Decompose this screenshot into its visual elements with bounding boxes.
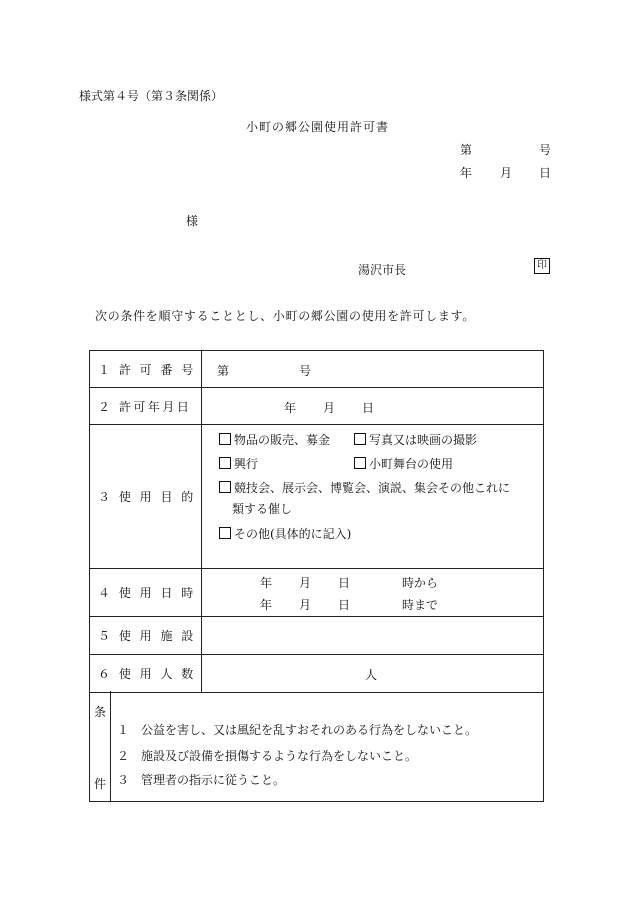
- value-cell: [202, 425, 544, 569]
- value-cell: [202, 351, 544, 388]
- addressee-suffix: 様: [186, 214, 199, 228]
- conditions-body: [111, 691, 544, 801]
- from-day: 日: [338, 576, 351, 590]
- condition-item: ２ 施設及び設備を損傷するような行為をしないこと。: [117, 749, 418, 763]
- conditions-table: [89, 691, 544, 802]
- purpose-option-continuation: 類する催し: [232, 502, 293, 516]
- permit-table: [89, 350, 544, 693]
- purpose-option: 物品の販売、募金: [219, 431, 330, 448]
- label-cell: [90, 655, 202, 693]
- row-facility: [90, 617, 544, 655]
- checkbox[interactable]: [219, 481, 231, 493]
- value-cell: [202, 388, 544, 425]
- row-conditions: [90, 691, 544, 801]
- purpose-option: 興行: [219, 455, 258, 472]
- issuer-name: 湯沢市長: [358, 263, 407, 277]
- row-permit-date: [90, 388, 544, 425]
- row-label: ５ 使 用 施 設: [98, 629, 196, 643]
- label-cell: [90, 388, 202, 425]
- conditions-header: [90, 691, 111, 801]
- purpose-option: 小町舞台の使用: [354, 455, 453, 472]
- checkbox[interactable]: [219, 457, 231, 469]
- row-label: ３ 使 用 目 的: [98, 490, 196, 504]
- number-suffix: 号: [539, 143, 552, 157]
- label-cell: [90, 617, 202, 655]
- issue-date-day: 日: [539, 166, 552, 180]
- to-time: 時まで: [402, 598, 439, 612]
- purpose-option: 競技会、展示会、博覧会、演説、集会その他これに: [219, 479, 510, 496]
- issue-date-month: 月: [500, 166, 513, 180]
- to-day: 日: [338, 598, 351, 612]
- condition-item: １ 公益を害し、又は風紀を乱すおそれのある行為をしないこと。: [117, 723, 478, 737]
- conditions-head-top: 条: [94, 705, 107, 719]
- purpose-option: 写真又は映画の撮影: [354, 431, 477, 448]
- permit-day: 日: [362, 401, 375, 415]
- row-label: ４ 使 用 日 時: [98, 586, 196, 600]
- value-cell: [202, 655, 544, 693]
- permit-month: 月: [323, 401, 336, 415]
- seal-mark: 印: [534, 258, 550, 274]
- to-month: 月: [299, 598, 312, 612]
- from-month: 月: [299, 576, 312, 590]
- conditions-head-bottom: 件: [94, 777, 107, 791]
- row-label: ６ 使 用 人 数: [98, 667, 196, 681]
- form-number: 様式第４号（第３条関係）: [79, 89, 224, 103]
- label-cell: [90, 425, 202, 569]
- issue-date-year: 年: [460, 166, 473, 180]
- document-title: 小町の郷公園使用許可書: [246, 120, 390, 134]
- checkbox[interactable]: [354, 433, 366, 445]
- from-time: 時から: [402, 576, 439, 590]
- value-cell: [202, 569, 544, 617]
- checkbox[interactable]: [219, 527, 231, 539]
- checkbox[interactable]: [219, 433, 231, 445]
- permit-number-prefix: 第: [217, 364, 230, 378]
- permit-year: 年: [284, 401, 297, 415]
- people-unit: 人: [365, 668, 378, 682]
- row-usage-time: [90, 569, 544, 617]
- label-cell: [90, 351, 202, 388]
- to-year: 年: [260, 598, 273, 612]
- number-prefix: 第: [460, 143, 473, 157]
- row-people: [90, 655, 544, 693]
- row-purpose: [90, 425, 544, 569]
- label-cell: [90, 569, 202, 617]
- row-permit-number: [90, 351, 544, 388]
- row-label: ２ 許可年月日: [98, 399, 192, 414]
- value-cell: [202, 617, 544, 655]
- condition-item: ３ 管理者の指示に従うこと。: [117, 773, 286, 787]
- permit-number-suffix: 号: [299, 364, 312, 378]
- from-year: 年: [260, 576, 273, 590]
- checkbox[interactable]: [354, 457, 366, 469]
- row-label: １ 許 可 番 号: [98, 362, 196, 377]
- purpose-option: その他(具体的に記入): [219, 525, 351, 542]
- intro-text: 次の条件を順守することとし、小町の郷公園の使用を許可します。: [95, 309, 476, 323]
